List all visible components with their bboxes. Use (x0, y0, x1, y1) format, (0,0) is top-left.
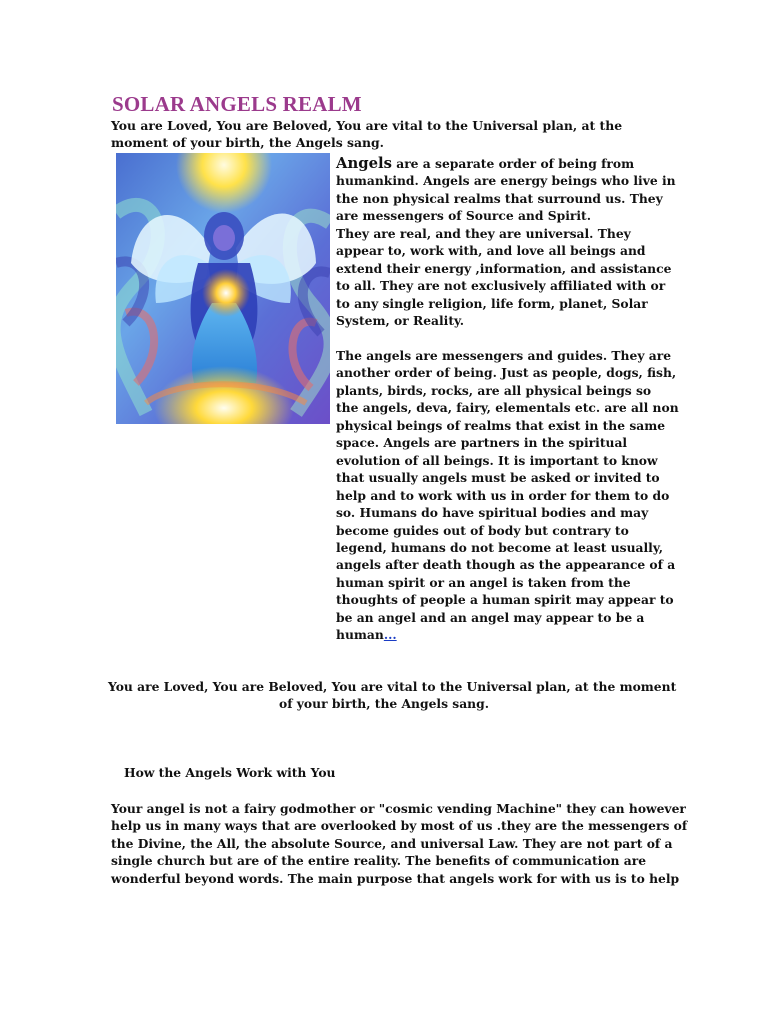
paragraph-line: The angels are messengers and guides. They are (336, 347, 672, 363)
page-title: SOLAR ANGELS REALM (112, 92, 362, 116)
paragraph-line: help us in many ways that are overlooked by most of us .they are the messengers of (111, 818, 688, 834)
how-angels-work-paragraph (111, 800, 688, 887)
intro-paragraph (111, 117, 623, 152)
last-word: human (336, 627, 384, 643)
line-text: are a separate order of being from (391, 156, 635, 171)
paragraph-line: be an angel and an angel may appear to be a (336, 609, 645, 625)
paragraph-line: to all. They are not exclusively affiliated with or (336, 278, 666, 294)
intro-line: moment of your birth, the Angels sang. (111, 135, 384, 151)
paragraph-line: become guides out of body but contrary to (336, 522, 629, 538)
paragraph-line: human spirit or an angel is taken from the (336, 574, 631, 590)
centered-quote (108, 678, 677, 713)
paragraph-line: appear to, work with, and love all beings and (336, 243, 646, 259)
paragraph-line: space. Angels are partners in the spiritual (336, 435, 628, 451)
paragraph-line: humankind. Angels are energy beings who live in (336, 173, 676, 189)
paragraph-line: that usually angels must be asked or invited to (336, 470, 660, 486)
paragraph-line (336, 155, 658, 172)
paragraph-line: physical beings of realms that exist in the same (336, 417, 666, 433)
paragraph-line: are messengers of Source and Spirit. (336, 208, 592, 224)
first-word: Angels (336, 155, 392, 172)
paragraph-line: evolution of all beings. It is important to know (336, 452, 658, 468)
paragraph-line: another order of being. Just as people, dogs, fish, (336, 365, 677, 381)
paragraph-line: single church but are of the entire reality. The benefits of communication are (111, 853, 647, 869)
paragraph-line: the Divine, the All, the absolute Source, and universal Law. They are not part of a (111, 835, 673, 851)
paragraph-line: extend their energy ,information, and assistance (336, 260, 672, 276)
quote-line: You are Loved, You are Beloved, You are vital to the Universal plan, at the moment (108, 679, 677, 694)
intro-line: You are Loved, You are Beloved, You are vital to the Universal plan, at the (111, 118, 623, 133)
paragraph-line: plants, birds, rocks, are all physical beings so (336, 382, 652, 398)
paragraph-line: They are real, and they are universal. They (336, 225, 631, 241)
paragraph-line: the non physical realms that surround us. They (336, 190, 663, 206)
angel-painting (116, 153, 330, 424)
paragraph-line: to any single religion, life form, planet, Solar (336, 295, 648, 311)
paragraph-line (336, 626, 658, 643)
section-heading: How the Angels Work with You (124, 765, 336, 780)
paragraph-line: System, or Reality. (336, 313, 465, 329)
paragraph-gap (336, 330, 658, 347)
paragraph-line: thoughts of people a human spirit may appear to (336, 592, 674, 608)
paragraph-line: so. Humans do have spiritual bodies and may (336, 505, 649, 521)
paragraph-line: angels after death though as the appearance of a (336, 557, 676, 573)
quote-line: of your birth, the Angels sang. (279, 696, 489, 712)
read-more-link[interactable]: ... (383, 627, 397, 643)
angels-paragraph-1 (336, 155, 676, 330)
angels-paragraph-2 (336, 347, 679, 644)
paragraph-line: legend, humans do not become at least usually, (336, 539, 664, 555)
paragraph-line: Your angel is not a fairy godmother or "cosmic vending Machine" they can however (111, 801, 686, 816)
paragraph-line: help and to work with us in order for them to do (336, 487, 670, 503)
paragraph-line: the angels, deva, fairy, elementals etc. are all non (336, 400, 679, 416)
paragraph-line: wonderful beyond words. The main purpose that angels work for with us is to help (111, 870, 680, 886)
angels-column-text (336, 155, 679, 644)
